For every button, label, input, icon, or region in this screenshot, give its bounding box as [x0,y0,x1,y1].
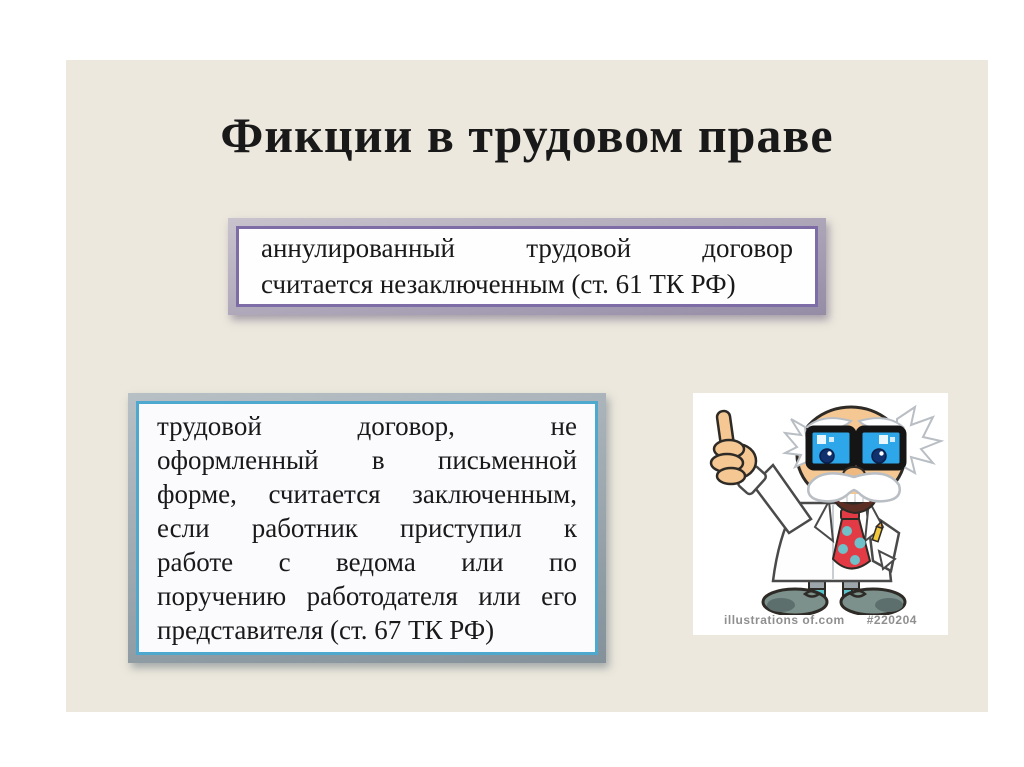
text-line: представителя (ст. 67 ТК РФ) [157,615,495,645]
fiction-box-unwritten-contract-text [136,401,598,655]
fiction-box-unwritten-contract [128,393,606,663]
text-line: считается незаключенным (ст. 61 ТК РФ) [261,269,736,299]
legs-and-shoes [763,579,905,615]
illustration-caption-id: #220204 [866,613,917,627]
illustration-caption-site: illustrations of.com [724,613,845,627]
glasses [809,429,903,467]
text-line: работе с ведома или по [157,547,577,577]
page-title: Фикции в трудовом праве [220,107,834,163]
professor-head [785,407,941,513]
illustration-caption [724,613,917,627]
eye-right [872,449,886,463]
professor-thumbs-up-illustration [693,393,948,635]
fiction-box-annulled-contract-text [236,226,818,307]
text-line: поручению работодателя или его [157,581,577,611]
text-line: трудовой договор, не [157,411,577,441]
thumbs-up-hand [711,410,756,484]
text-line: форме, считается заключенным, [157,479,577,509]
text-line: если работник приступил к [157,513,577,543]
professor-cartoon [693,393,948,615]
slide-panel [66,60,988,712]
fiction-box-annulled-contract [228,218,826,315]
text-line: оформленный в письменной [157,445,577,475]
eye-left [820,449,834,463]
text-line: аннулированный трудовой договор [261,233,793,263]
